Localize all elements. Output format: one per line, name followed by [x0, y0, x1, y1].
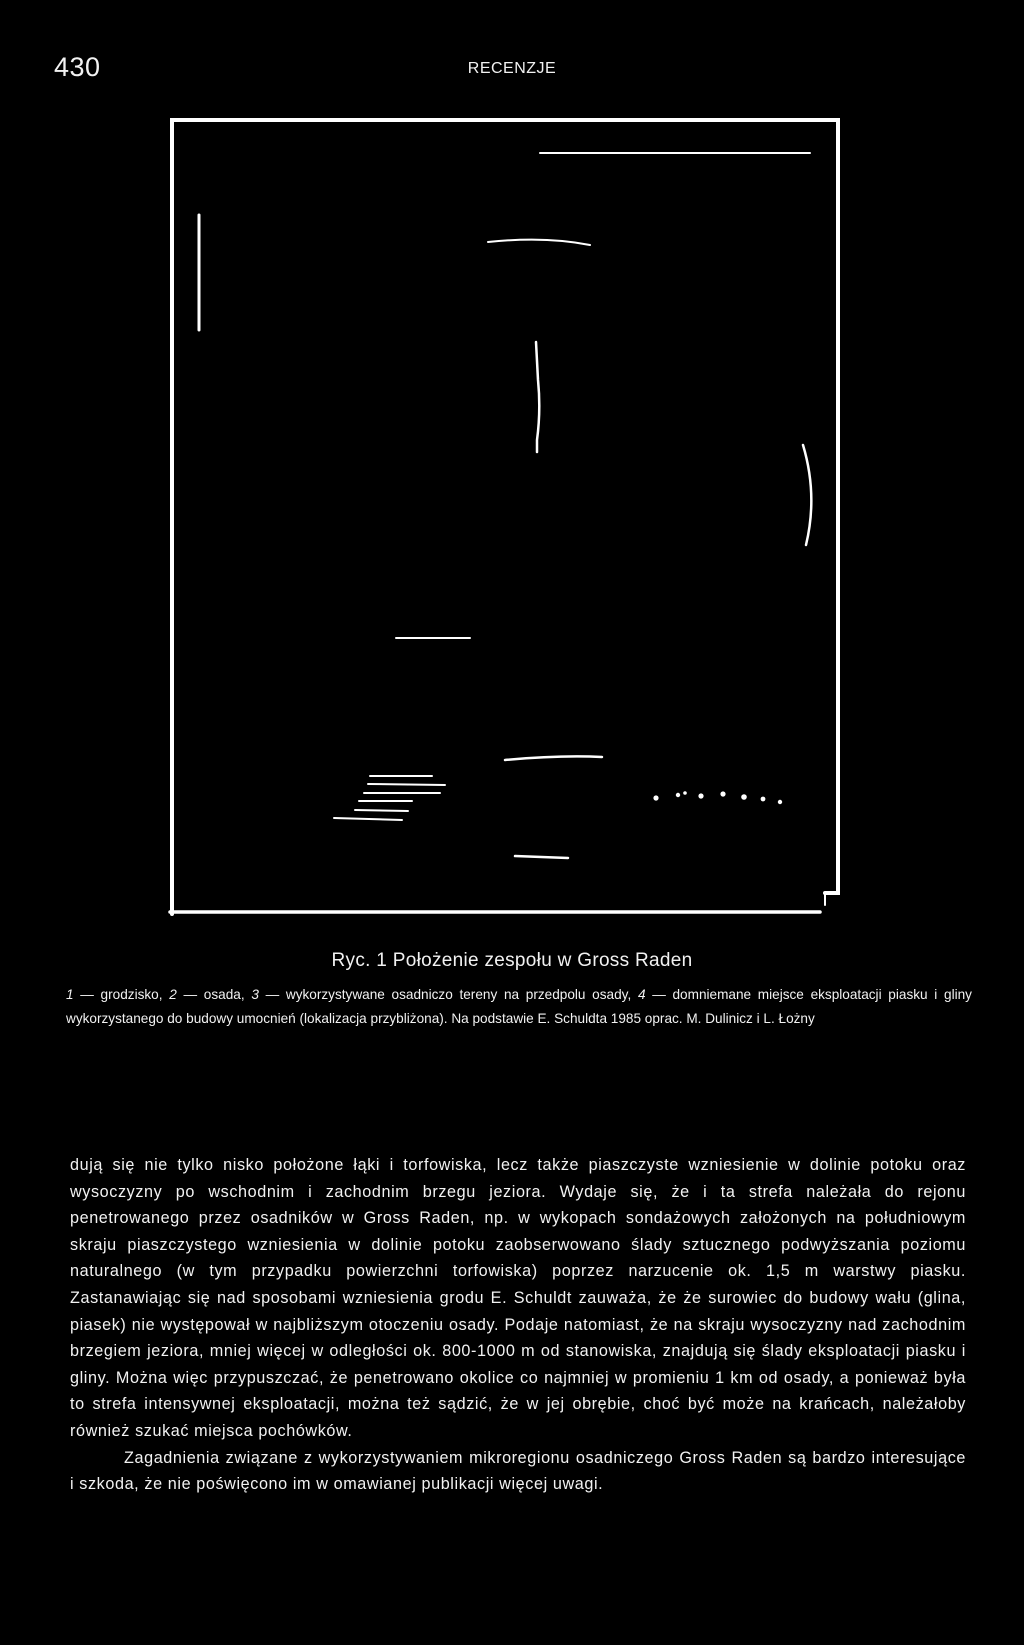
legend-text-1: — grodzisko, — [80, 987, 163, 1002]
running-head: RECENZJE — [467, 60, 557, 77]
map-line-upper-curve — [488, 240, 590, 245]
legend-text-3: — wykorzystywane osadniczo tereny na przedpolu osady, — [265, 987, 632, 1002]
map-line-bottom — [515, 856, 568, 858]
legend-text-2: — osada, — [183, 987, 245, 1002]
legend-number-1: 1 — [66, 987, 74, 1002]
map-dotted-row — [653, 791, 782, 804]
body-text — [70, 1152, 966, 1498]
legend-number-2: 2 — [169, 987, 177, 1002]
legend-number-3: 3 — [251, 987, 259, 1002]
paragraph: Zagadnienia związane z wykorzystywaniem mikroregionu osadniczego Gross Raden są bardzo interesujące i szkoda, że nie poświęcono im w omawianej publikacji więcej uwagi. — [70, 1448, 966, 1494]
figure-legend — [66, 983, 972, 1031]
map-line-lower-center — [505, 756, 602, 760]
legend-text-4: — domniemane miejsce eksploatacji piasku i gliny wykorzystanego do budowy umocnień (lokalizacja przybliżona). Na podstawie E. Schuldta 1985 oprac. M. Dulinicz i L. Łożny — [66, 987, 972, 1026]
legend-number-4: 4 — [637, 987, 646, 1002]
paragraph: dują się nie tylko nisko położone łąki i torfowiska, lecz także piaszczyste wzniesienie w dolinie potoku oraz wysoczyzny po wschodnim i zachodnim brzegu jeziora. Wydaje się, że i ta strefa należała do rejonu penetrowanego przez osadników w Gross Raden, np. w wykopach sondażowych założonych na południowym skraju piaszczystego wzniesienia w dolinie potoku zaobserwowano ślady sztucznego podwyższania poziomu naturalnego (w tym przypadku powierzchni torfowiska) poprzez narzucenie ok. 1,5 m warstwy piasku. Zastanawiając się nad sposobami wzniesienia grodu E. Schuldt zauważa, że że surowiec do budowy wału (glina, piasek) nie występował w najbliższym otoczeniu osady. Podaje natomiast, że na skraju wysoczyzny nad zachodnim brzegiem jeziora, mniej więcej w odległości ok. 800-1000 m od stanowiska, znajdują się ślady eksploatacji piasku i gliny. Można więc przypuszczać, że penetrowano okolice co najmniej w promieniu 1 km od osady, a ponieważ była to strefa intensywnej eksploatacji, można też sądzić, że w jej obrębie, choć być może na krańcach, należałoby również szukać miejsca pochówków. — [70, 1156, 966, 1440]
map-frame — [172, 120, 838, 914]
map-hatching-feature — [334, 776, 445, 820]
figure-caption-title: Ryc. 1 Położenie zespołu w Gross Raden — [331, 950, 693, 971]
map-line-central-vertical — [536, 342, 539, 452]
map-line-right-curve — [803, 445, 811, 545]
page-number: 430 — [54, 52, 101, 82]
